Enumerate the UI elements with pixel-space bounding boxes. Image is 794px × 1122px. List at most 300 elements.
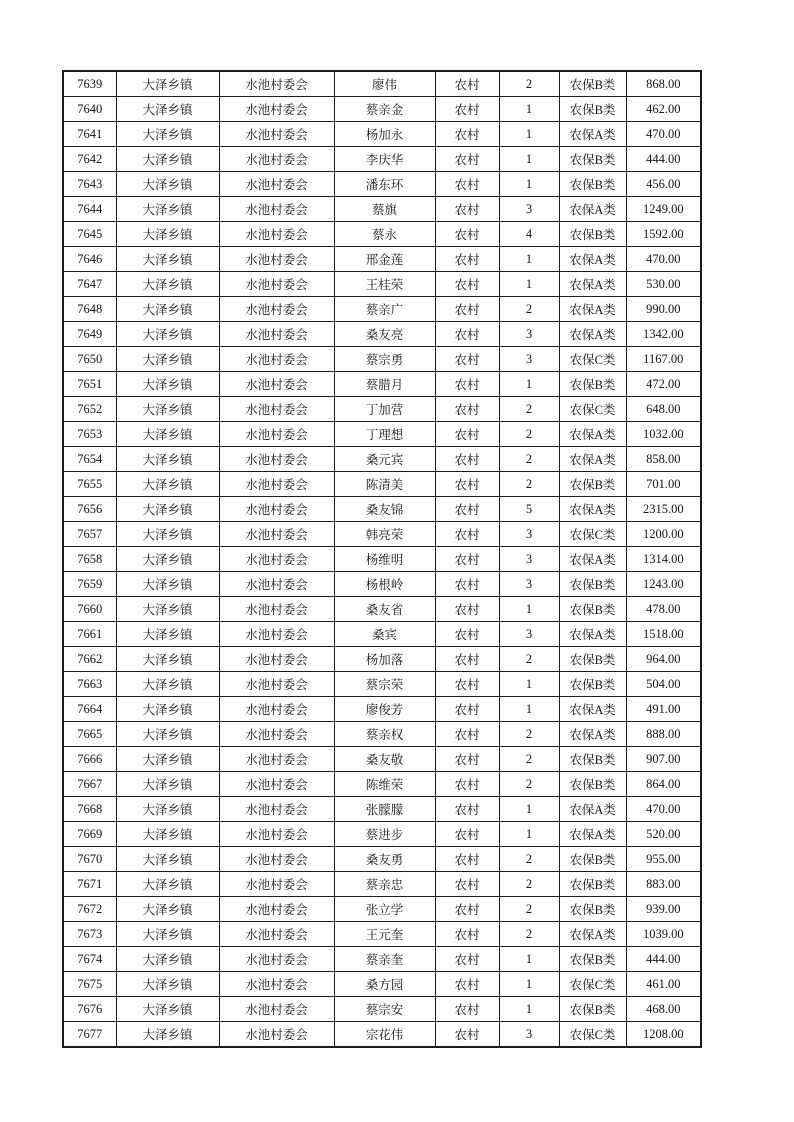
cell-town: 大泽乡镇: [116, 547, 219, 572]
cell-insurance-category: 农保B类: [559, 897, 626, 922]
cell-town: 大泽乡镇: [116, 372, 219, 397]
cell-person-name: 桑友亮: [334, 322, 435, 347]
cell-insurance-category: 农保C类: [559, 522, 626, 547]
cell-amount: 1039.00: [626, 922, 701, 947]
cell-village-committee: 水池村委会: [219, 147, 334, 172]
cell-person-count: 2: [499, 472, 559, 497]
cell-village-committee: 水池村委会: [219, 647, 334, 672]
cell-village-committee: 水池村委会: [219, 272, 334, 297]
cell-residence-type: 农村: [435, 447, 499, 472]
cell-amount: 470.00: [626, 247, 701, 272]
cell-village-committee: 水池村委会: [219, 172, 334, 197]
cell-seq-number: 7640: [63, 97, 116, 122]
cell-insurance-category: 农保A类: [559, 822, 626, 847]
cell-amount: 858.00: [626, 447, 701, 472]
cell-village-committee: 水池村委会: [219, 71, 334, 97]
cell-residence-type: 农村: [435, 297, 499, 322]
cell-insurance-category: 农保C类: [559, 1022, 626, 1048]
cell-seq-number: 7659: [63, 572, 116, 597]
cell-residence-type: 农村: [435, 872, 499, 897]
cell-residence-type: 农村: [435, 547, 499, 572]
cell-person-name: 邢金莲: [334, 247, 435, 272]
cell-person-name: 蔡亲广: [334, 297, 435, 322]
cell-seq-number: 7658: [63, 547, 116, 572]
cell-residence-type: 农村: [435, 847, 499, 872]
cell-person-name: 陈维荣: [334, 772, 435, 797]
cell-person-name: 张朦朦: [334, 797, 435, 822]
cell-residence-type: 农村: [435, 172, 499, 197]
cell-residence-type: 农村: [435, 122, 499, 147]
cell-village-committee: 水池村委会: [219, 97, 334, 122]
table-row: [63, 522, 701, 547]
cell-seq-number: 7641: [63, 122, 116, 147]
cell-village-committee: 水池村委会: [219, 347, 334, 372]
cell-seq-number: 7657: [63, 522, 116, 547]
cell-residence-type: 农村: [435, 897, 499, 922]
cell-amount: 1518.00: [626, 622, 701, 647]
cell-seq-number: 7665: [63, 722, 116, 747]
cell-person-count: 1: [499, 97, 559, 122]
cell-insurance-category: 农保A类: [559, 722, 626, 747]
cell-residence-type: 农村: [435, 972, 499, 997]
cell-amount: 990.00: [626, 297, 701, 322]
cell-residence-type: 农村: [435, 522, 499, 547]
cell-seq-number: 7664: [63, 697, 116, 722]
table-row: [63, 822, 701, 847]
cell-residence-type: 农村: [435, 197, 499, 222]
table-row: [63, 197, 701, 222]
cell-village-committee: 水池村委会: [219, 372, 334, 397]
cell-town: 大泽乡镇: [116, 572, 219, 597]
cell-person-name: 杨加永: [334, 122, 435, 147]
cell-seq-number: 7654: [63, 447, 116, 472]
cell-village-committee: 水池村委会: [219, 697, 334, 722]
cell-person-name: 陈清美: [334, 472, 435, 497]
cell-person-count: 5: [499, 497, 559, 522]
cell-town: 大泽乡镇: [116, 947, 219, 972]
cell-town: 大泽乡镇: [116, 422, 219, 447]
cell-village-committee: 水池村委会: [219, 747, 334, 772]
cell-town: 大泽乡镇: [116, 697, 219, 722]
cell-insurance-category: 农保A类: [559, 447, 626, 472]
cell-insurance-category: 农保C类: [559, 347, 626, 372]
cell-amount: 648.00: [626, 397, 701, 422]
cell-insurance-category: 农保A类: [559, 197, 626, 222]
cell-residence-type: 农村: [435, 97, 499, 122]
cell-town: 大泽乡镇: [116, 247, 219, 272]
cell-person-name: 丁理想: [334, 422, 435, 447]
cell-person-count: 2: [499, 71, 559, 97]
cell-person-count: 2: [499, 647, 559, 672]
table-row: [63, 797, 701, 822]
cell-insurance-category: 农保C类: [559, 972, 626, 997]
cell-insurance-category: 农保A类: [559, 622, 626, 647]
table-row: [63, 997, 701, 1022]
table-row: [63, 772, 701, 797]
cell-town: 大泽乡镇: [116, 597, 219, 622]
cell-residence-type: 农村: [435, 947, 499, 972]
cell-amount: 888.00: [626, 722, 701, 747]
cell-person-count: 1: [499, 122, 559, 147]
cell-amount: 868.00: [626, 71, 701, 97]
cell-village-committee: 水池村委会: [219, 197, 334, 222]
cell-seq-number: 7653: [63, 422, 116, 447]
cell-seq-number: 7642: [63, 147, 116, 172]
cell-insurance-category: 农保A类: [559, 922, 626, 947]
cell-person-count: 1: [499, 947, 559, 972]
cell-insurance-category: 农保A类: [559, 797, 626, 822]
cell-town: 大泽乡镇: [116, 822, 219, 847]
cell-person-name: 蔡亲忠: [334, 872, 435, 897]
cell-amount: 964.00: [626, 647, 701, 672]
cell-amount: 444.00: [626, 947, 701, 972]
cell-seq-number: 7643: [63, 172, 116, 197]
cell-residence-type: 农村: [435, 422, 499, 447]
cell-town: 大泽乡镇: [116, 272, 219, 297]
cell-village-committee: 水池村委会: [219, 397, 334, 422]
cell-person-count: 2: [499, 872, 559, 897]
cell-person-name: 蔡亲权: [334, 722, 435, 747]
table-row: [63, 297, 701, 322]
cell-insurance-category: 农保B类: [559, 372, 626, 397]
cell-person-count: 3: [499, 1022, 559, 1048]
cell-person-name: 蔡宗安: [334, 997, 435, 1022]
cell-amount: 530.00: [626, 272, 701, 297]
cell-seq-number: 7667: [63, 772, 116, 797]
table-row: [63, 322, 701, 347]
cell-person-count: 3: [499, 622, 559, 647]
cell-amount: 462.00: [626, 97, 701, 122]
cell-amount: 1342.00: [626, 322, 701, 347]
cell-seq-number: 7646: [63, 247, 116, 272]
table-sheet: [62, 70, 702, 1048]
table-row: [63, 697, 701, 722]
cell-person-count: 3: [499, 347, 559, 372]
cell-town: 大泽乡镇: [116, 497, 219, 522]
cell-seq-number: 7660: [63, 597, 116, 622]
cell-seq-number: 7648: [63, 297, 116, 322]
cell-seq-number: 7662: [63, 647, 116, 672]
cell-person-count: 1: [499, 822, 559, 847]
cell-village-committee: 水池村委会: [219, 447, 334, 472]
cell-town: 大泽乡镇: [116, 71, 219, 97]
cell-person-count: 1: [499, 272, 559, 297]
cell-village-committee: 水池村委会: [219, 322, 334, 347]
cell-insurance-category: 农保B类: [559, 672, 626, 697]
cell-person-count: 1: [499, 997, 559, 1022]
cell-insurance-category: 农保B类: [559, 147, 626, 172]
cell-seq-number: 7671: [63, 872, 116, 897]
cell-amount: 1208.00: [626, 1022, 701, 1048]
cell-person-count: 1: [499, 672, 559, 697]
cell-seq-number: 7673: [63, 922, 116, 947]
cell-town: 大泽乡镇: [116, 322, 219, 347]
cell-person-count: 2: [499, 397, 559, 422]
cell-town: 大泽乡镇: [116, 147, 219, 172]
table-row: [63, 572, 701, 597]
cell-town: 大泽乡镇: [116, 472, 219, 497]
cell-person-count: 2: [499, 922, 559, 947]
cell-residence-type: 农村: [435, 472, 499, 497]
table-row: [63, 922, 701, 947]
cell-village-committee: 水池村委会: [219, 997, 334, 1022]
table-row: [63, 147, 701, 172]
cell-amount: 1167.00: [626, 347, 701, 372]
cell-village-committee: 水池村委会: [219, 472, 334, 497]
cell-seq-number: 7639: [63, 71, 116, 97]
cell-residence-type: 农村: [435, 597, 499, 622]
cell-residence-type: 农村: [435, 147, 499, 172]
cell-residence-type: 农村: [435, 647, 499, 672]
cell-residence-type: 农村: [435, 222, 499, 247]
cell-person-name: 杨加落: [334, 647, 435, 672]
table-row: [63, 647, 701, 672]
cell-person-name: 张立学: [334, 897, 435, 922]
cell-insurance-category: 农保B类: [559, 172, 626, 197]
cell-person-name: 蔡永: [334, 222, 435, 247]
cell-amount: 470.00: [626, 797, 701, 822]
cell-insurance-category: 农保B类: [559, 71, 626, 97]
table-row: [63, 272, 701, 297]
table-row: [63, 547, 701, 572]
cell-residence-type: 农村: [435, 822, 499, 847]
cell-seq-number: 7650: [63, 347, 116, 372]
table-row: [63, 897, 701, 922]
table-row: [63, 1022, 701, 1048]
table-row: [63, 447, 701, 472]
cell-village-committee: 水池村委会: [219, 597, 334, 622]
table-row: [63, 497, 701, 522]
cell-village-committee: 水池村委会: [219, 622, 334, 647]
cell-town: 大泽乡镇: [116, 672, 219, 697]
cell-town: 大泽乡镇: [116, 297, 219, 322]
cell-residence-type: 农村: [435, 272, 499, 297]
cell-person-name: 桑宾: [334, 622, 435, 647]
cell-person-count: 3: [499, 547, 559, 572]
cell-village-committee: 水池村委会: [219, 822, 334, 847]
cell-town: 大泽乡镇: [116, 222, 219, 247]
cell-residence-type: 农村: [435, 672, 499, 697]
cell-insurance-category: 农保B类: [559, 597, 626, 622]
table-row: [63, 872, 701, 897]
cell-village-committee: 水池村委会: [219, 297, 334, 322]
cell-seq-number: 7647: [63, 272, 116, 297]
cell-seq-number: 7672: [63, 897, 116, 922]
table-row: [63, 597, 701, 622]
cell-insurance-category: 农保A类: [559, 272, 626, 297]
cell-amount: 907.00: [626, 747, 701, 772]
cell-residence-type: 农村: [435, 622, 499, 647]
table-row: [63, 122, 701, 147]
table-row: [63, 372, 701, 397]
cell-residence-type: 农村: [435, 322, 499, 347]
cell-insurance-category: 农保A类: [559, 322, 626, 347]
cell-village-committee: 水池村委会: [219, 672, 334, 697]
cell-insurance-category: 农保A类: [559, 547, 626, 572]
table-row: [63, 397, 701, 422]
cell-village-committee: 水池村委会: [219, 422, 334, 447]
cell-town: 大泽乡镇: [116, 1022, 219, 1048]
cell-insurance-category: 农保A类: [559, 247, 626, 272]
cell-insurance-category: 农保B类: [559, 97, 626, 122]
cell-town: 大泽乡镇: [116, 397, 219, 422]
cell-seq-number: 7656: [63, 497, 116, 522]
cell-person-name: 宗花伟: [334, 1022, 435, 1048]
table-row: [63, 472, 701, 497]
cell-residence-type: 农村: [435, 372, 499, 397]
cell-village-committee: 水池村委会: [219, 122, 334, 147]
table-row: [63, 972, 701, 997]
cell-residence-type: 农村: [435, 797, 499, 822]
cell-insurance-category: 农保A类: [559, 122, 626, 147]
cell-person-count: 2: [499, 422, 559, 447]
cell-village-committee: 水池村委会: [219, 847, 334, 872]
cell-seq-number: 7674: [63, 947, 116, 972]
cell-insurance-category: 农保B类: [559, 647, 626, 672]
cell-seq-number: 7669: [63, 822, 116, 847]
cell-seq-number: 7649: [63, 322, 116, 347]
table-row: [63, 622, 701, 647]
cell-person-name: 杨根岭: [334, 572, 435, 597]
cell-amount: 1032.00: [626, 422, 701, 447]
cell-town: 大泽乡镇: [116, 772, 219, 797]
table-body: [63, 71, 701, 1047]
cell-town: 大泽乡镇: [116, 897, 219, 922]
cell-insurance-category: 农保B类: [559, 772, 626, 797]
cell-amount: 1243.00: [626, 572, 701, 597]
cell-residence-type: 农村: [435, 397, 499, 422]
cell-amount: 472.00: [626, 372, 701, 397]
cell-residence-type: 农村: [435, 922, 499, 947]
cell-town: 大泽乡镇: [116, 522, 219, 547]
table-row: [63, 347, 701, 372]
cell-seq-number: 7675: [63, 972, 116, 997]
cell-town: 大泽乡镇: [116, 972, 219, 997]
table-row: [63, 672, 701, 697]
cell-amount: 1249.00: [626, 197, 701, 222]
cell-insurance-category: 农保A类: [559, 697, 626, 722]
cell-town: 大泽乡镇: [116, 922, 219, 947]
cell-person-name: 蔡亲金: [334, 97, 435, 122]
cell-person-count: 1: [499, 247, 559, 272]
cell-village-committee: 水池村委会: [219, 497, 334, 522]
cell-person-name: 韩亮荣: [334, 522, 435, 547]
cell-person-count: 1: [499, 172, 559, 197]
cell-seq-number: 7645: [63, 222, 116, 247]
cell-person-count: 1: [499, 372, 559, 397]
table-row: [63, 247, 701, 272]
cell-person-name: 桑友勇: [334, 847, 435, 872]
cell-amount: 955.00: [626, 847, 701, 872]
cell-village-committee: 水池村委会: [219, 872, 334, 897]
cell-insurance-category: 农保B类: [559, 872, 626, 897]
cell-seq-number: 7661: [63, 622, 116, 647]
cell-person-name: 桑友锦: [334, 497, 435, 522]
cell-seq-number: 7644: [63, 197, 116, 222]
cell-seq-number: 7651: [63, 372, 116, 397]
cell-person-count: 4: [499, 222, 559, 247]
table-row: [63, 722, 701, 747]
cell-person-count: 2: [499, 897, 559, 922]
cell-town: 大泽乡镇: [116, 997, 219, 1022]
cell-person-name: 王元奎: [334, 922, 435, 947]
cell-seq-number: 7655: [63, 472, 116, 497]
cell-insurance-category: 农保B类: [559, 947, 626, 972]
cell-person-name: 桑方园: [334, 972, 435, 997]
cell-village-committee: 水池村委会: [219, 922, 334, 947]
cell-residence-type: 农村: [435, 497, 499, 522]
cell-seq-number: 7668: [63, 797, 116, 822]
cell-person-count: 1: [499, 697, 559, 722]
cell-town: 大泽乡镇: [116, 747, 219, 772]
cell-residence-type: 农村: [435, 697, 499, 722]
cell-person-count: 2: [499, 722, 559, 747]
cell-residence-type: 农村: [435, 247, 499, 272]
cell-village-committee: 水池村委会: [219, 947, 334, 972]
cell-insurance-category: 农保B类: [559, 847, 626, 872]
cell-residence-type: 农村: [435, 722, 499, 747]
cell-insurance-category: 农保C类: [559, 397, 626, 422]
cell-town: 大泽乡镇: [116, 122, 219, 147]
cell-seq-number: 7676: [63, 997, 116, 1022]
cell-town: 大泽乡镇: [116, 722, 219, 747]
cell-amount: 491.00: [626, 697, 701, 722]
cell-person-name: 蔡亲奎: [334, 947, 435, 972]
cell-person-count: 1: [499, 972, 559, 997]
cell-village-committee: 水池村委会: [219, 222, 334, 247]
cell-amount: 1200.00: [626, 522, 701, 547]
cell-amount: 1314.00: [626, 547, 701, 572]
cell-residence-type: 农村: [435, 1022, 499, 1048]
cell-seq-number: 7670: [63, 847, 116, 872]
cell-insurance-category: 农保B类: [559, 997, 626, 1022]
cell-person-count: 2: [499, 772, 559, 797]
cell-person-name: 丁加营: [334, 397, 435, 422]
cell-person-count: 2: [499, 447, 559, 472]
cell-person-name: 蔡宗荣: [334, 672, 435, 697]
cell-town: 大泽乡镇: [116, 797, 219, 822]
cell-person-count: 1: [499, 797, 559, 822]
cell-insurance-category: 农保A类: [559, 497, 626, 522]
cell-village-committee: 水池村委会: [219, 247, 334, 272]
cell-town: 大泽乡镇: [116, 622, 219, 647]
cell-residence-type: 农村: [435, 572, 499, 597]
cell-person-name: 桑元宾: [334, 447, 435, 472]
cell-village-committee: 水池村委会: [219, 722, 334, 747]
cell-amount: 2315.00: [626, 497, 701, 522]
cell-amount: 456.00: [626, 172, 701, 197]
cell-person-count: 3: [499, 572, 559, 597]
cell-person-count: 2: [499, 847, 559, 872]
cell-person-count: 1: [499, 597, 559, 622]
cell-person-name: 潘东环: [334, 172, 435, 197]
cell-seq-number: 7677: [63, 1022, 116, 1048]
table-row: [63, 97, 701, 122]
table-row: [63, 172, 701, 197]
cell-town: 大泽乡镇: [116, 847, 219, 872]
cell-amount: 444.00: [626, 147, 701, 172]
cell-person-name: 蔡宗勇: [334, 347, 435, 372]
cell-person-name: 桑友敬: [334, 747, 435, 772]
table-row: [63, 222, 701, 247]
cell-person-name: 廖伟: [334, 71, 435, 97]
cell-village-committee: 水池村委会: [219, 772, 334, 797]
cell-residence-type: 农村: [435, 772, 499, 797]
cell-person-count: 2: [499, 747, 559, 772]
cell-village-committee: 水池村委会: [219, 572, 334, 597]
table-row: [63, 747, 701, 772]
cell-person-name: 蔡腊月: [334, 372, 435, 397]
